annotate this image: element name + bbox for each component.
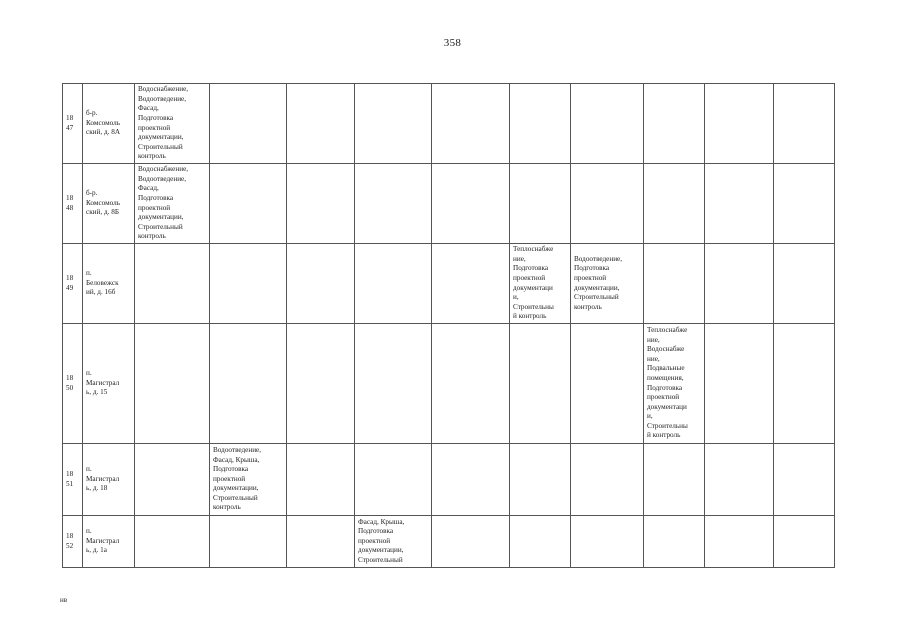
table-row [63, 324, 835, 444]
work-cell [774, 324, 835, 444]
cell-line: Фасад, [138, 184, 159, 193]
cell-line: 50 [66, 383, 74, 392]
cell-line: проектной [647, 393, 680, 402]
cell-line: контроль [138, 232, 166, 241]
cell-line: документации, [138, 133, 184, 142]
work-cell [705, 84, 774, 164]
cell-line: 48 [66, 203, 74, 212]
cell-line: Водоснабже [647, 345, 685, 354]
work-cell [432, 84, 510, 164]
work-cell [210, 324, 287, 444]
cell-line: й контроль [513, 312, 547, 321]
work-cell [432, 324, 510, 444]
work-cell [510, 444, 571, 516]
page-number: 358 [443, 37, 462, 49]
work-cell [355, 244, 432, 324]
cell-line: Водоотведение, [213, 445, 262, 454]
work-cell [287, 444, 355, 516]
cell-line: Подготовка [647, 383, 683, 392]
cell-line: Строительный [213, 493, 258, 502]
work-cell [287, 84, 355, 164]
work-cell [571, 164, 644, 244]
cell-line: Подготовка [138, 193, 174, 202]
work-cell [705, 244, 774, 324]
cell-line: 52 [66, 541, 74, 550]
table-row [63, 84, 835, 164]
table-row [63, 244, 835, 324]
address-cell [83, 444, 135, 516]
cell-line: контроль [574, 302, 602, 311]
cell-line: Теплоснабже [647, 325, 688, 334]
work-cell [510, 324, 571, 444]
work-cell [135, 444, 210, 516]
cell-line: проектной [138, 123, 171, 132]
row-number-cell [63, 84, 83, 164]
cell-line: ь, д. 18 [86, 484, 108, 493]
cell-line: Комсомоль [86, 118, 120, 127]
cell-line: Строительный [138, 222, 183, 231]
work-cell [135, 164, 210, 244]
cell-line: Строительный [138, 142, 183, 151]
cell-line: Беловежск [86, 278, 119, 287]
work-cell [510, 164, 571, 244]
cell-line: Фасад, Крыша, [213, 455, 260, 464]
works-table [62, 83, 835, 568]
work-cell [571, 444, 644, 516]
address-cell [83, 164, 135, 244]
row-number-cell [63, 516, 83, 568]
work-cell [774, 164, 835, 244]
work-cell [774, 244, 835, 324]
work-cell [432, 516, 510, 568]
cell-line: п. [86, 465, 92, 474]
work-cell [571, 84, 644, 164]
cell-line: 18 [66, 531, 74, 540]
cell-line: документации, [358, 546, 404, 555]
cell-line: б-р. [86, 189, 98, 198]
work-cell [644, 164, 705, 244]
cell-line: Магистрал [86, 474, 120, 483]
cell-line: Магистрал [86, 378, 120, 387]
work-cell [287, 244, 355, 324]
cell-line: проектной [358, 536, 391, 545]
cell-line: ние, [647, 354, 660, 363]
cell-line: помещения, [647, 373, 684, 382]
work-cell [510, 84, 571, 164]
cell-line: Водоотведение, [138, 94, 187, 103]
address-cell [83, 516, 135, 568]
work-cell [355, 84, 432, 164]
cell-line: 51 [66, 479, 74, 488]
cell-line: Фасад, Крыша, [358, 517, 405, 526]
address-cell [83, 324, 135, 444]
work-cell [135, 84, 210, 164]
work-cell [355, 164, 432, 244]
cell-line: и, [513, 293, 519, 302]
work-cell [210, 444, 287, 516]
cell-line: ский, д. 8Б [86, 208, 119, 217]
cell-line: Подвальные [647, 364, 685, 373]
cell-line: Строительны [647, 421, 688, 430]
work-cell [644, 84, 705, 164]
cell-line: проектной [213, 474, 246, 483]
work-cell [644, 244, 705, 324]
cell-line: 47 [66, 123, 74, 132]
cell-line: ь, д. 1а [86, 546, 107, 555]
work-cell [644, 444, 705, 516]
cell-line: Фасад, [138, 104, 159, 113]
work-cell [571, 324, 644, 444]
address-cell [83, 84, 135, 164]
cell-line: 18 [66, 469, 74, 478]
work-cell [644, 324, 705, 444]
work-cell [774, 516, 835, 568]
cell-line: Строительный [574, 293, 619, 302]
cell-line: ние, [647, 335, 660, 344]
work-cell [287, 516, 355, 568]
work-cell [644, 516, 705, 568]
cell-line: ние, [513, 254, 526, 263]
cell-line: ский, д. 8А [86, 128, 121, 137]
work-cell [510, 244, 571, 324]
cell-line: Водоотведение, [574, 254, 623, 263]
table-row [63, 164, 835, 244]
work-cell [210, 244, 287, 324]
work-cell [355, 444, 432, 516]
cell-line: 18 [66, 193, 74, 202]
cell-line: документации, [574, 283, 620, 292]
row-number-cell [63, 444, 83, 516]
cell-line: Водоснабжение, [138, 165, 189, 174]
cell-line: 49 [66, 283, 74, 292]
cell-line: Подготовка [213, 465, 249, 474]
cell-line: контроль [213, 503, 241, 512]
cell-line: 18 [66, 273, 74, 282]
cell-line: п. [86, 527, 92, 536]
work-cell [355, 516, 432, 568]
work-cell [135, 244, 210, 324]
work-cell [705, 516, 774, 568]
cell-line: б-р. [86, 109, 98, 118]
work-cell [287, 164, 355, 244]
cell-line: Водоотведение, [138, 174, 187, 183]
work-cell [355, 324, 432, 444]
cell-line: 18 [66, 113, 74, 122]
cell-line: Теплоснабже [513, 245, 554, 254]
cell-line: Подготовка [574, 264, 610, 273]
cell-line: проектной [574, 273, 607, 282]
cell-line: Строительны [513, 302, 554, 311]
cell-line: п. [86, 269, 92, 278]
work-cell [705, 324, 774, 444]
work-cell [210, 164, 287, 244]
work-cell [774, 444, 835, 516]
cell-line: документации, [138, 213, 184, 222]
work-cell [135, 516, 210, 568]
address-cell [83, 244, 135, 324]
work-cell [210, 84, 287, 164]
cell-line: контроль [138, 152, 166, 161]
table-row [63, 516, 835, 568]
cell-line: ий, д. 16б [86, 288, 116, 297]
work-cell [705, 164, 774, 244]
cell-line: Водоснабжение, [138, 85, 189, 94]
footer-mark: нв [60, 596, 68, 604]
cell-line: Подготовка [513, 264, 549, 273]
work-cell [774, 84, 835, 164]
row-number-cell [63, 324, 83, 444]
table-row [63, 444, 835, 516]
work-cell [705, 444, 774, 516]
work-cell [432, 444, 510, 516]
cell-line: Строительный [358, 555, 403, 564]
cell-line: и, [647, 412, 653, 421]
cell-line: Подготовка [358, 527, 394, 536]
row-number-cell [63, 244, 83, 324]
work-cell [432, 244, 510, 324]
cell-line: проектной [513, 273, 546, 282]
work-cell [571, 516, 644, 568]
work-cell [510, 516, 571, 568]
cell-line: п. [86, 369, 92, 378]
cell-line: Подготовка [138, 113, 174, 122]
work-cell [432, 164, 510, 244]
cell-line: документаци [647, 402, 687, 411]
cell-line: Комсомоль [86, 198, 120, 207]
row-number-cell [63, 164, 83, 244]
work-cell [210, 516, 287, 568]
cell-line: документации, [213, 484, 259, 493]
cell-line: ь, д. 15 [86, 388, 108, 397]
cell-line: 18 [66, 373, 74, 382]
cell-line: проектной [138, 203, 171, 212]
work-cell [135, 324, 210, 444]
cell-line: Магистрал [86, 536, 120, 545]
work-cell [287, 324, 355, 444]
cell-line: документаци [513, 283, 553, 292]
work-cell [571, 244, 644, 324]
cell-line: й контроль [647, 431, 681, 440]
